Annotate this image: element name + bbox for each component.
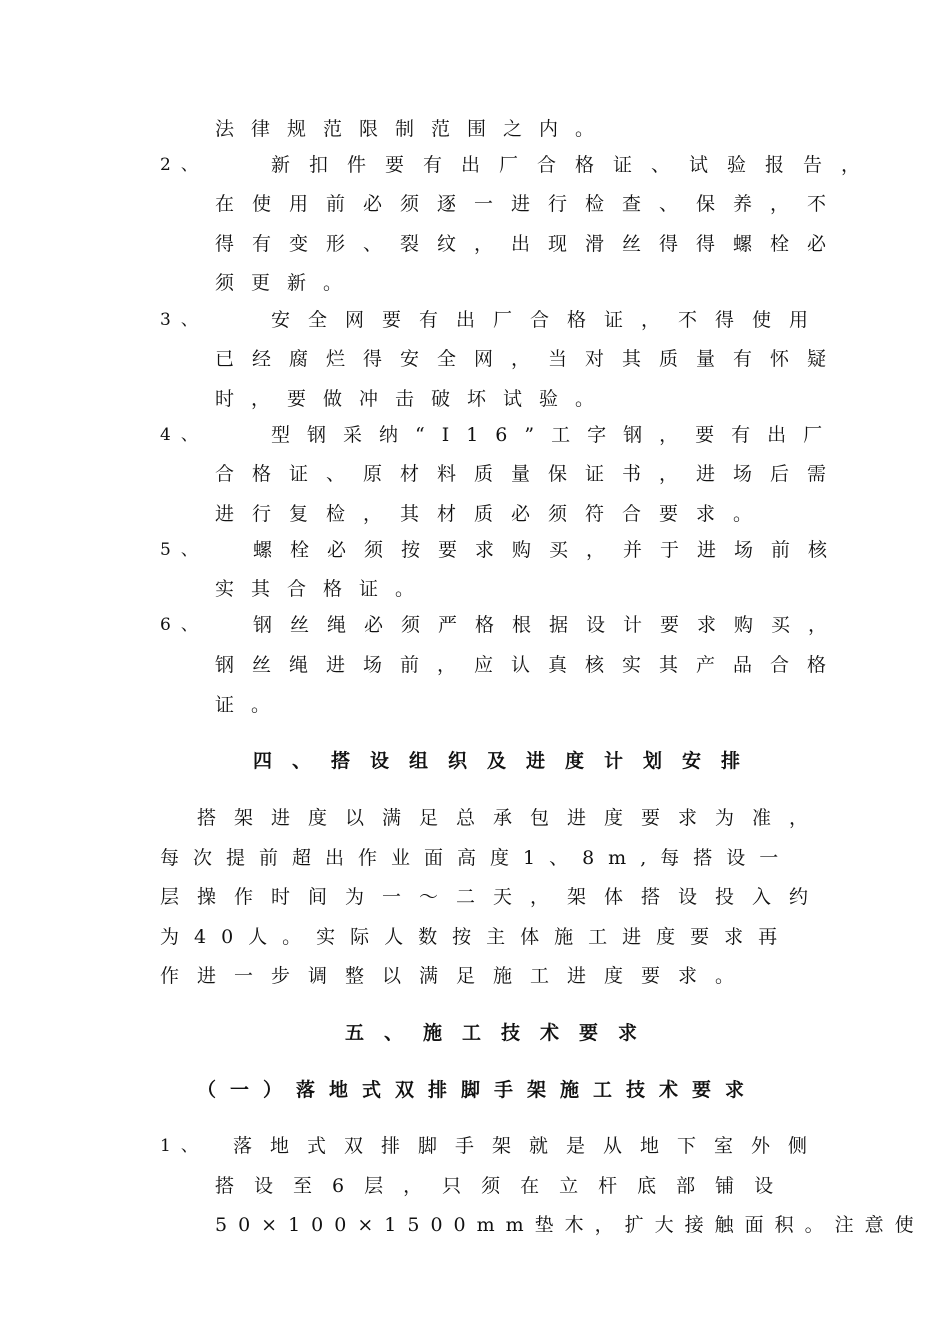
text-line: 新扣件要有出厂合格证、试验报告， [271,154,880,176]
text-line: 在使用前必须逐一进行检查、保养，不 [215,193,845,215]
text-line: 已经腐烂得安全网，当对其质量有怀疑 [215,348,845,370]
text-line: 实其合格证。 [215,578,432,600]
item-number: 4、 [160,425,208,445]
text-line: 型钢采纳“Ⅰ16”工字钢，要有出厂 [271,424,840,446]
item-number: 5、 [160,540,208,560]
paragraph-line: 搭架进度以满足总承包进度要求为准， [197,807,827,829]
text-line: 须更新。 [215,272,360,294]
text-line: 搭设至6层，只须在立杆底部铺设 [215,1175,794,1197]
paragraph-line: 为40人。实际人数按主体施工进度要求再 [160,926,793,948]
text-line: 螺栓必须按要求购买，并于进场前核 [253,539,846,561]
text-line: 证。 [215,694,288,716]
item-number: 6、 [160,615,208,635]
text-line: 进行复检，其材质必须符合要求。 [215,503,771,525]
text-line: 得有变形、裂纹，出现滑丝得得螺栓必 [215,233,845,255]
item-number: 3、 [160,310,208,330]
text-line: 时，要做冲击破坏试验。 [215,388,612,410]
paragraph-line: 每次提前超出作业面高度1、8m,每搭设一 [160,847,793,869]
paragraph-line: 层操作时间为一～二天，架体搭设投入约 [160,886,827,908]
text-line: 落地式双排脚手架就是从地下室外侧 [233,1135,826,1157]
text-line: 安全网要有出厂合格证，不得使用 [271,309,827,331]
text-line: 钢丝绳进场前，应认真核实其产品合格 [215,654,845,676]
section-heading: 四、搭设组织及进度计划安排 [253,750,761,772]
text-line: 合格证、原材料质量保证书，进场后需 [215,463,845,485]
text-line: 钢丝绳必须严格根据设计要求购买， [253,614,846,636]
text-line: 法律规范限制范围之内。 [215,118,612,140]
text-line: 50×100×1500mm垫木，扩大接触面积。注意使 [215,1214,925,1236]
subsection-heading: （一）落地式双排脚手架施工技术要求 [197,1079,759,1101]
paragraph-line: 作进一步调整以满足施工进度要求。 [160,965,753,987]
section-heading: 五、施工技术要求 [345,1022,658,1044]
item-number: 1、 [160,1136,208,1156]
item-number: 2、 [160,155,208,175]
